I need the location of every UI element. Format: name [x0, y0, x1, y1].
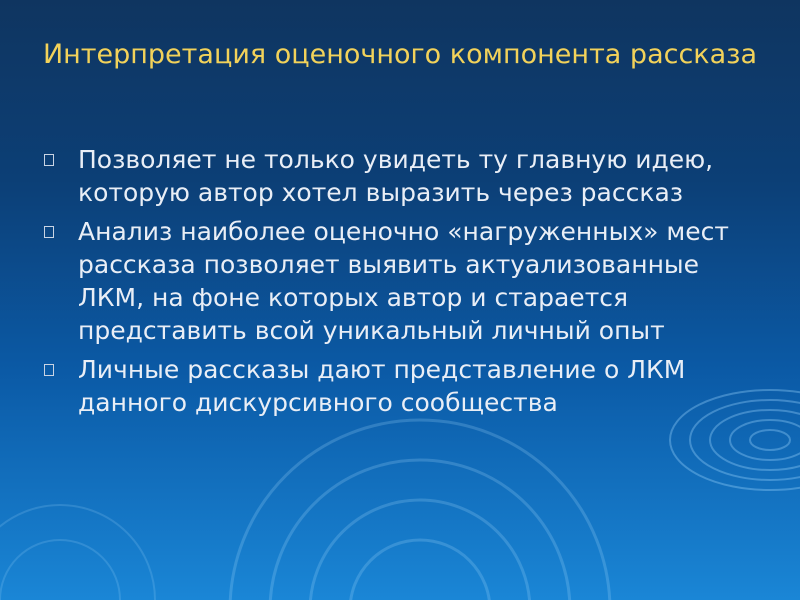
slide-title: Интерпретация оценочного компонента рассказа: [42, 39, 758, 70]
bullet-item: [42, 215, 742, 347]
bullet-item: [42, 353, 742, 419]
bullet-text: Анализ наиболее оценочно «нагруженных» мест рассказа позволяет выявить актуализованные ЛКМ, на фоне которых автор и старается представить всой уникальный личный опыт: [78, 217, 729, 345]
bullet-item: [42, 143, 742, 209]
bullet-text: Позволяет не только увидеть ту главную идею, которую автор хотел выразить через рассказ: [78, 145, 714, 207]
hollow-square-bullet-icon: [44, 364, 54, 376]
bullet-text: Личные рассказы дают представление о ЛКМ данного дискурсивного сообщества: [78, 355, 686, 417]
hollow-square-bullet-icon: [44, 154, 54, 166]
hollow-square-bullet-icon: [44, 226, 54, 238]
bullet-list: [42, 143, 742, 425]
